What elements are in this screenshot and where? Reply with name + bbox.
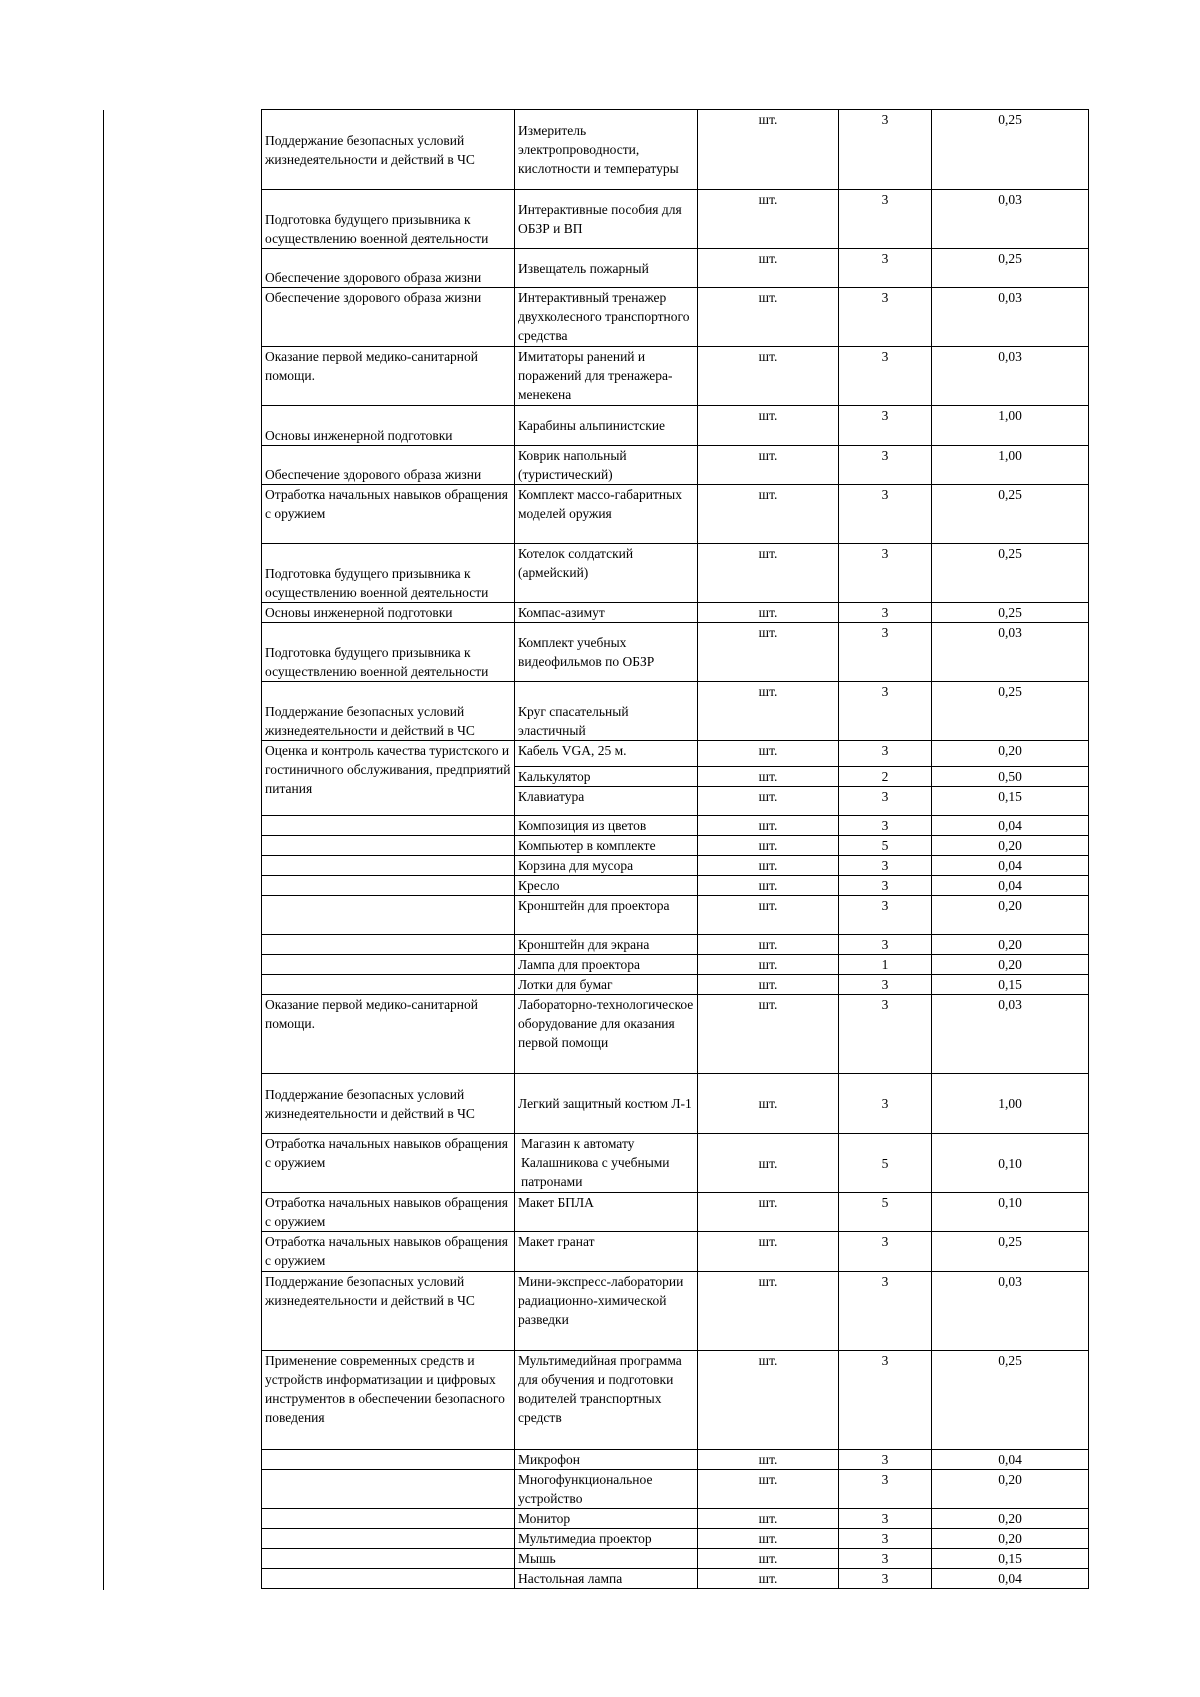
section-cell: [262, 1529, 515, 1549]
table-row: [262, 1134, 1089, 1193]
unit-cell: шт.: [698, 347, 839, 406]
table-row: [262, 935, 1089, 955]
item-cell: Кресло: [515, 876, 698, 896]
coef-cell: 0,25: [932, 544, 1089, 603]
coef-cell: 1,00: [932, 406, 1089, 446]
unit-cell: шт.: [698, 767, 839, 787]
unit-cell: шт.: [698, 896, 839, 935]
coef-cell: 0,25: [932, 1232, 1089, 1272]
unit-cell: шт.: [698, 623, 839, 682]
item-cell: Комплект массо-габаритных моделей оружия: [515, 485, 698, 544]
unit-cell: шт.: [698, 603, 839, 623]
section-cell: [262, 816, 515, 836]
coef-cell: 1,00: [932, 446, 1089, 485]
table-row: [262, 623, 1089, 682]
item-cell: Макет БПЛА: [515, 1193, 698, 1232]
item-cell: Клавиатура: [515, 787, 698, 816]
table-row: [262, 446, 1089, 485]
item-cell: Карабины альпинистские: [515, 406, 698, 446]
table-row: [262, 1549, 1089, 1569]
qty-cell: 3: [839, 682, 932, 741]
qty-cell: 3: [839, 1074, 932, 1134]
section-cell: Поддержание безопасных условий жизнедеятельности и действий в ЧС: [262, 1074, 515, 1134]
section-cell: Применение современных средств и устройств информатизации и цифровых инструментов в обеспечении безопасного поведения: [262, 1351, 515, 1450]
table-row: [262, 1351, 1089, 1450]
qty-cell: 3: [839, 1509, 932, 1529]
unit-cell: шт.: [698, 249, 839, 288]
section-cell: Отработка начальных навыков обращения с оружием: [262, 485, 515, 544]
unit-cell: шт.: [698, 995, 839, 1074]
qty-cell: 3: [839, 623, 932, 682]
section-cell: Поддержание безопасных условий жизнедеятельности и действий в ЧС: [262, 1272, 515, 1351]
table-row: [262, 485, 1089, 544]
coef-cell: 0,25: [932, 110, 1089, 190]
qty-cell: 3: [839, 787, 932, 816]
qty-cell: 3: [839, 995, 932, 1074]
section-cell: [262, 836, 515, 856]
coef-cell: 0,04: [932, 1569, 1089, 1589]
qty-cell: 3: [839, 896, 932, 935]
coef-cell: 0,25: [932, 249, 1089, 288]
item-cell: Котелок солдатский (армейский): [515, 544, 698, 603]
item-cell: Извещатель пожарный: [515, 249, 698, 288]
section-cell: [262, 896, 515, 935]
unit-cell: шт.: [698, 544, 839, 603]
unit-cell: шт.: [698, 836, 839, 856]
coef-cell: 0,03: [932, 347, 1089, 406]
unit-cell: шт.: [698, 741, 839, 767]
section-cell: [262, 935, 515, 955]
qty-cell: 5: [839, 1134, 932, 1193]
coef-cell: 0,25: [932, 603, 1089, 623]
qty-cell: 3: [839, 446, 932, 485]
table-row: [262, 190, 1089, 249]
unit-cell: шт.: [698, 1470, 839, 1509]
coef-cell: 0,25: [932, 1351, 1089, 1450]
item-cell: Коврик напольный (туристический): [515, 446, 698, 485]
table-row: [262, 603, 1089, 623]
left-margin-line: [103, 110, 104, 1590]
section-cell: [262, 1509, 515, 1529]
coef-cell: 0,10: [932, 1134, 1089, 1193]
unit-cell: шт.: [698, 1509, 839, 1529]
table-row: [262, 1232, 1089, 1272]
qty-cell: 2: [839, 767, 932, 787]
section-cell: Подготовка будущего призывника к осуществлению военной деятельности: [262, 544, 515, 603]
coef-cell: 0,20: [932, 741, 1089, 767]
coef-cell: 0,50: [932, 767, 1089, 787]
qty-cell: 3: [839, 1232, 932, 1272]
section-cell: Подготовка будущего призывника к осуществлению военной деятельности: [262, 190, 515, 249]
item-cell: Компас-азимут: [515, 603, 698, 623]
table-row: [262, 682, 1089, 741]
unit-cell: шт.: [698, 1529, 839, 1549]
coef-cell: 0,20: [932, 896, 1089, 935]
item-cell: Лампа для проектора: [515, 955, 698, 975]
qty-cell: 3: [839, 1351, 932, 1450]
qty-cell: 5: [839, 836, 932, 856]
coef-cell: 0,15: [932, 787, 1089, 816]
item-cell: Комплект учебных видеофильмов по ОБЗР: [515, 623, 698, 682]
unit-cell: шт.: [698, 816, 839, 836]
unit-cell: шт.: [698, 485, 839, 544]
qty-cell: 5: [839, 1193, 932, 1232]
unit-cell: шт.: [698, 288, 839, 347]
table-row: [262, 1074, 1089, 1134]
section-cell: Основы инженерной подготовки: [262, 603, 515, 623]
section-cell: Оказание первой медико-санитарной помощи.: [262, 347, 515, 406]
unit-cell: шт.: [698, 975, 839, 995]
item-cell: Композиция из цветов: [515, 816, 698, 836]
qty-cell: 3: [839, 816, 932, 836]
item-cell: Лотки для бумаг: [515, 975, 698, 995]
section-cell: Оценка и контроль качества туристского и гостиничного обслуживания, предприятий питания: [262, 741, 515, 816]
unit-cell: шт.: [698, 1272, 839, 1351]
coef-cell: 0,03: [932, 190, 1089, 249]
qty-cell: 3: [839, 741, 932, 767]
section-cell: [262, 1549, 515, 1569]
item-cell: Корзина для мусора: [515, 856, 698, 876]
coef-cell: 0,20: [932, 836, 1089, 856]
coef-cell: 0,20: [932, 1470, 1089, 1509]
section-cell: Отработка начальных навыков обращения с оружием: [262, 1134, 515, 1193]
item-cell: Измеритель электропроводности, кислотности и температуры: [515, 110, 698, 190]
item-cell: Кронштейн для проектора: [515, 896, 698, 935]
item-cell: Мультимедиа проектор: [515, 1529, 698, 1549]
coef-cell: 0,04: [932, 816, 1089, 836]
unit-cell: шт.: [698, 1450, 839, 1470]
section-cell: Отработка начальных навыков обращения с оружием: [262, 1193, 515, 1232]
item-cell: Лабораторно-технологическое оборудование для оказания первой помощи: [515, 995, 698, 1074]
item-cell: Калькулятор: [515, 767, 698, 787]
qty-cell: 3: [839, 1529, 932, 1549]
item-cell: Имитаторы ранений и поражений для тренажера-менекена: [515, 347, 698, 406]
table-row: [262, 876, 1089, 896]
coef-cell: 0,10: [932, 1193, 1089, 1232]
section-cell: Поддержание безопасных условий жизнедеятельности и действий в ЧС: [262, 682, 515, 741]
section-cell: Обеспечение здорового образа жизни: [262, 249, 515, 288]
table-row: [262, 1569, 1089, 1589]
qty-cell: 3: [839, 856, 932, 876]
unit-cell: шт.: [698, 110, 839, 190]
table-row: [262, 741, 1089, 767]
table-row: [262, 347, 1089, 406]
item-cell: Интерактивные пособия для ОБЗР и ВП: [515, 190, 698, 249]
coef-cell: 0,25: [932, 682, 1089, 741]
item-cell: Легкий защитный костюм Л-1: [515, 1074, 698, 1134]
table-row: [262, 1509, 1089, 1529]
item-cell: Кабель VGA, 25 м.: [515, 741, 698, 767]
item-cell: Мультимедийная программа для обучения и подготовки водителей транспортных средств: [515, 1351, 698, 1450]
table-row: [262, 1470, 1089, 1509]
item-cell: Макет гранат: [515, 1232, 698, 1272]
coef-cell: 1,00: [932, 1074, 1089, 1134]
section-cell: Основы инженерной подготовки: [262, 406, 515, 446]
unit-cell: шт.: [698, 682, 839, 741]
qty-cell: 3: [839, 975, 932, 995]
unit-cell: шт.: [698, 955, 839, 975]
coef-cell: 0,20: [932, 1509, 1089, 1529]
coef-cell: 0,03: [932, 995, 1089, 1074]
qty-cell: 1: [839, 955, 932, 975]
coef-cell: 0,03: [932, 1272, 1089, 1351]
unit-cell: шт.: [698, 876, 839, 896]
table-row: [262, 955, 1089, 975]
item-cell: Микрофон: [515, 1450, 698, 1470]
qty-cell: 3: [839, 876, 932, 896]
table-row: [262, 975, 1089, 995]
item-cell: Многофункциональное устройство: [515, 1470, 698, 1509]
item-cell: Интерактивный тренажер двухколесного транспортного средства: [515, 288, 698, 347]
table-row: [262, 1529, 1089, 1549]
table-row: [262, 896, 1089, 935]
coef-cell: 0,20: [932, 955, 1089, 975]
section-cell: [262, 1470, 515, 1509]
coef-cell: 0,20: [932, 935, 1089, 955]
unit-cell: шт.: [698, 1569, 839, 1589]
section-cell: [262, 975, 515, 995]
table-row: [262, 816, 1089, 836]
qty-cell: 3: [839, 1549, 932, 1569]
qty-cell: 3: [839, 1272, 932, 1351]
coef-cell: 0,03: [932, 623, 1089, 682]
table-row: [262, 249, 1089, 288]
qty-cell: 3: [839, 485, 932, 544]
unit-cell: шт.: [698, 787, 839, 816]
table-row: [262, 856, 1089, 876]
section-cell: Обеспечение здорового образа жизни: [262, 446, 515, 485]
section-cell: [262, 856, 515, 876]
coef-cell: 0,20: [932, 1529, 1089, 1549]
unit-cell: шт.: [698, 1232, 839, 1272]
unit-cell: шт.: [698, 190, 839, 249]
table-row: [262, 544, 1089, 603]
coef-cell: 0,04: [932, 876, 1089, 896]
coef-cell: 0,25: [932, 485, 1089, 544]
unit-cell: шт.: [698, 1134, 839, 1193]
qty-cell: 3: [839, 249, 932, 288]
section-cell: Оказание первой медико-санитарной помощи.: [262, 995, 515, 1074]
unit-cell: шт.: [698, 935, 839, 955]
qty-cell: 3: [839, 1450, 932, 1470]
qty-cell: 3: [839, 288, 932, 347]
section-cell: [262, 1450, 515, 1470]
unit-cell: шт.: [698, 1074, 839, 1134]
qty-cell: 3: [839, 1470, 932, 1509]
table-row: [262, 288, 1089, 347]
table-row: [262, 1193, 1089, 1232]
table-row: [262, 406, 1089, 446]
coef-cell: 0,04: [932, 1450, 1089, 1470]
qty-cell: 3: [839, 406, 932, 446]
section-cell: Подготовка будущего призывника к осуществлению военной деятельности: [262, 623, 515, 682]
item-cell: Кронштейн для экрана: [515, 935, 698, 955]
table-body: [262, 110, 1089, 1589]
item-cell: Магазин к автомату Калашникова с учебными патронами: [515, 1134, 698, 1193]
table-row: [262, 1450, 1089, 1470]
section-cell: [262, 955, 515, 975]
equipment-table: [261, 109, 1089, 1589]
section-cell: Поддержание безопасных условий жизнедеятельности и действий в ЧС: [262, 110, 515, 190]
coef-cell: 0,15: [932, 1549, 1089, 1569]
unit-cell: шт.: [698, 856, 839, 876]
qty-cell: 3: [839, 110, 932, 190]
item-cell: Компьютер в комплекте: [515, 836, 698, 856]
coef-cell: 0,15: [932, 975, 1089, 995]
coef-cell: 0,03: [932, 288, 1089, 347]
unit-cell: шт.: [698, 406, 839, 446]
qty-cell: 3: [839, 1569, 932, 1589]
item-cell: Круг спасательный эластичный: [515, 682, 698, 741]
qty-cell: 3: [839, 935, 932, 955]
item-cell: Мышь: [515, 1549, 698, 1569]
qty-cell: 3: [839, 190, 932, 249]
qty-cell: 3: [839, 544, 932, 603]
section-cell: [262, 1569, 515, 1589]
item-cell: Настольная лампа: [515, 1569, 698, 1589]
table-row: [262, 836, 1089, 856]
table-row: [262, 110, 1089, 190]
section-cell: Отработка начальных навыков обращения с оружием: [262, 1232, 515, 1272]
item-cell: Мини-экспресс-лаборатории радиационно-химической разведки: [515, 1272, 698, 1351]
section-cell: Обеспечение здорового образа жизни: [262, 288, 515, 347]
unit-cell: шт.: [698, 1549, 839, 1569]
qty-cell: 3: [839, 347, 932, 406]
coef-cell: 0,04: [932, 856, 1089, 876]
unit-cell: шт.: [698, 446, 839, 485]
unit-cell: шт.: [698, 1193, 839, 1232]
table-row: [262, 995, 1089, 1074]
table-row: [262, 1272, 1089, 1351]
item-cell: Монитор: [515, 1509, 698, 1529]
section-cell: [262, 876, 515, 896]
unit-cell: шт.: [698, 1351, 839, 1450]
qty-cell: 3: [839, 603, 932, 623]
